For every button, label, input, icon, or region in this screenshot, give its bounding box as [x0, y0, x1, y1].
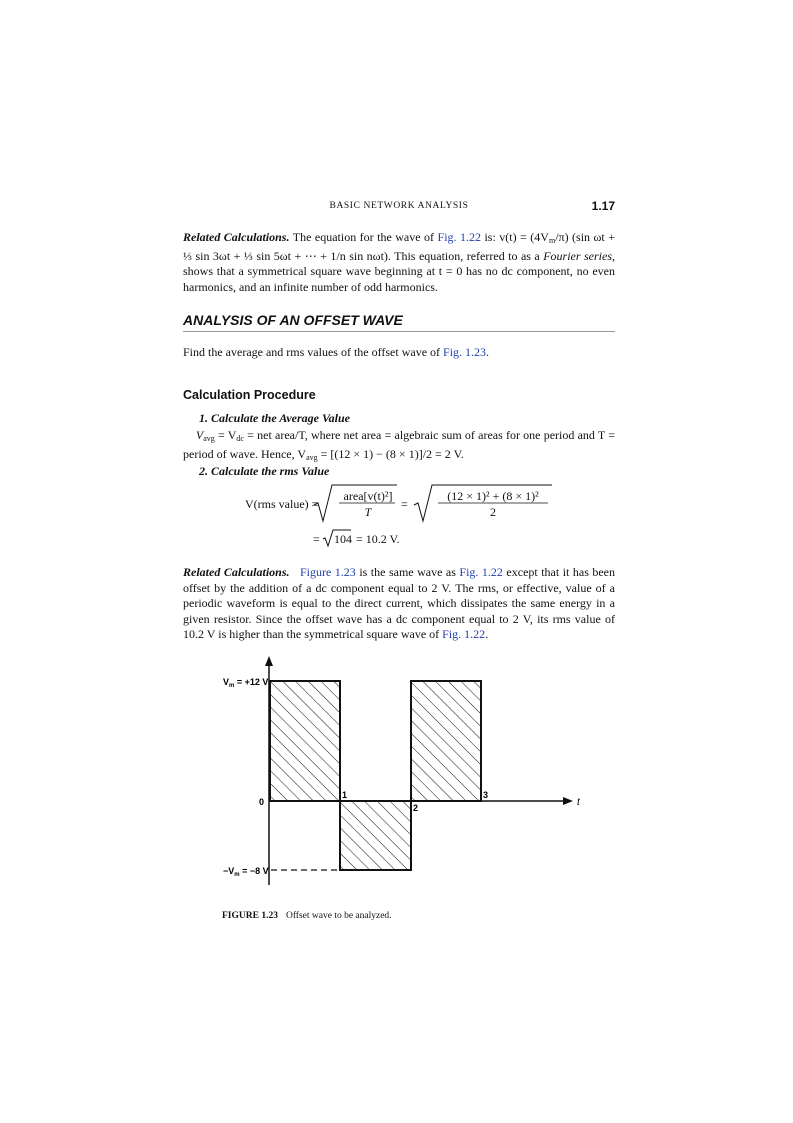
intro-text: Find the average and rms values of the offset wave of [183, 345, 441, 359]
figure-caption [222, 911, 392, 921]
related2-text-b: except that it has been offset by the addition of a dc component equal to 2 V. The rms, or effective, value of a periodic waveform is equal to the direct current, which dissipates the same energy in a given resistor. Since the offset wave has a dc component equal to 2 V, its rms value of 10.2 V is higher than the symmetrical square wave of [183, 565, 616, 641]
related2-text-a: is the same wave as [359, 565, 456, 579]
rms-lhs: V(rms value) = [245, 497, 319, 511]
section-intro [183, 345, 615, 361]
figure-caption-label: FIGURE 1.23 [222, 911, 278, 921]
step1-text-c: = net area/T, where net area = algebraic sum of areas for one period and T = period of wave. Hence, V [183, 428, 615, 461]
axis-label-t: t [577, 797, 580, 808]
page-number: 1.17 [591, 199, 615, 213]
running-title: BASIC NETWORK ANALYSIS [329, 201, 469, 211]
fourier-series-term: Fourier series [543, 248, 613, 263]
label-zero: 0 [259, 797, 265, 807]
calculation-procedure-heading: Calculation Procedure [183, 388, 316, 402]
fig-1-23-link[interactable]: Fig. 1.23 [443, 345, 487, 359]
related-calculations-label: Related Calculations. [183, 230, 290, 244]
section-title: ANALYSIS OF AN OFFSET WAVE [183, 312, 615, 332]
label-top-level: $V_m = +12$ V [223, 677, 269, 689]
related1-text-c: /π) (sin ωt + ⅓ sin 3ωt + ⅓ sin 5ωt + ⋯ + 1/n sin nωt). This equation, referred to as a [183, 230, 615, 263]
negative-pulse [340, 801, 411, 870]
step-1-text [183, 428, 615, 465]
v-symbol: V [195, 428, 204, 442]
related1-text-d: , shows that a symmetrical square wave beginning at t = 0 has no dc component, no even harmonics, and an infinite number of odd harmonics. [183, 248, 616, 294]
dc-subscript: dc [236, 434, 244, 443]
rms-radicand: 104 [334, 532, 352, 546]
y-axis-arrow-icon [265, 656, 273, 666]
step-1-title: 1. Calculate the Average Value [199, 411, 350, 425]
offset-wave-figure [215, 652, 585, 892]
rms-numerator-2: (12 × 1)² + (8 × 1)² [447, 489, 539, 503]
rms-denominator-1: T [364, 505, 372, 519]
rms-denominator-2: 2 [490, 505, 496, 519]
fig-1-22-link[interactable]: Fig. 1.22 [437, 230, 481, 244]
step1-text-b: = V [214, 428, 237, 442]
rms-equals: = [401, 497, 408, 511]
related1-text-b: is: v(t) = (4V [484, 230, 549, 244]
avg-subscript: avg [203, 434, 215, 443]
intro-period: . [486, 345, 490, 359]
figure-1-23-link[interactable]: Figure 1.23 [299, 565, 356, 579]
figure-caption-text: Offset wave to be analyzed. [285, 911, 392, 921]
fig-1-22-link-2[interactable]: Fig. 1.22 [459, 565, 503, 579]
positive-pulse-1 [270, 681, 340, 801]
related1-text-a: The equation for the wave of [292, 230, 435, 244]
tick-label-1: 1 [342, 790, 348, 800]
x-axis-arrow-icon [563, 797, 573, 805]
related-calculations-2 [183, 565, 615, 643]
related2-text-c: . [485, 627, 489, 641]
rms-line2-equals: = [313, 532, 320, 546]
label-bottom-level: $-V_m = -8$ V [223, 866, 269, 878]
step1-text-d: = [(12 × 1) − (8 × 1)]/2 = 2 V. [317, 446, 464, 461]
avg-subscript-2: avg [306, 452, 318, 462]
rms-numerator-1: area[v(t)²] [343, 489, 393, 503]
tick-label-3: 3 [483, 790, 489, 800]
step-2-title: 2. Calculate the rms Value [199, 464, 330, 478]
related-calculations-label-2: Related Calculations. [183, 565, 290, 579]
rms-result: = 10.2 V. [356, 532, 400, 546]
vm-subscript: m [548, 236, 556, 245]
tick-label-2: 2 [413, 803, 419, 813]
related-calculations-1 [183, 230, 615, 295]
fig-1-22-link-3[interactable]: Fig. 1.22 [442, 627, 486, 641]
positive-pulse-2 [411, 681, 481, 801]
